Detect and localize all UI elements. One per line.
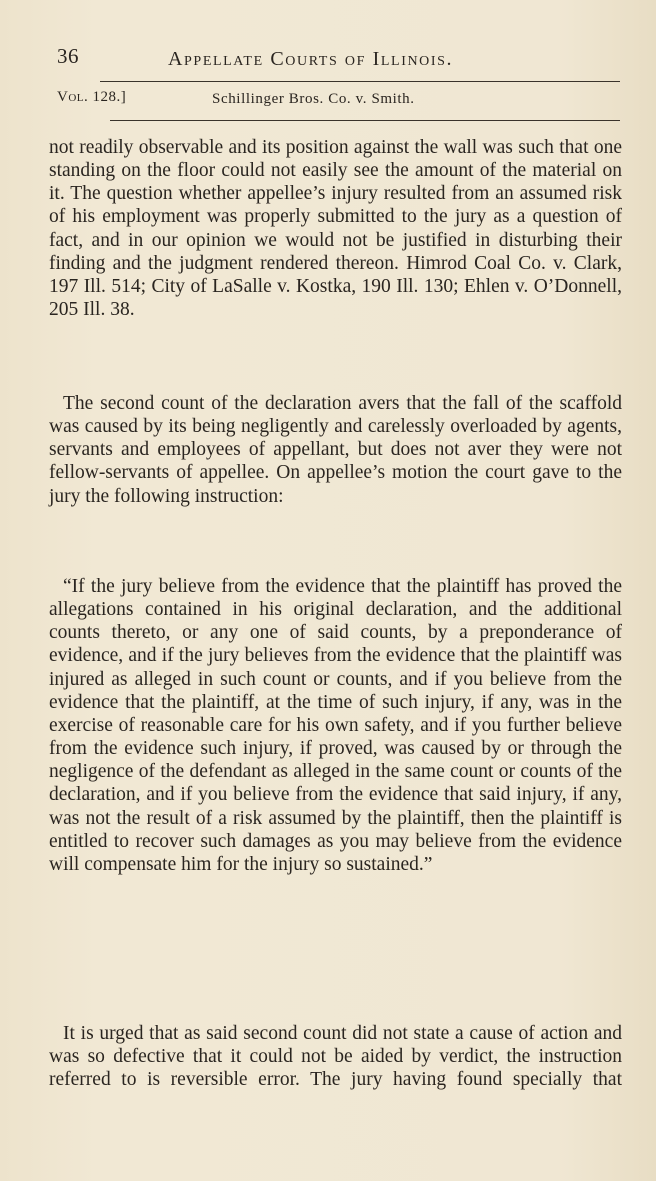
paragraph-text: not readily observable and its position against the wall was such that one standing on the floor could not easily see the amount of the material on it. The question whether appellee’s injury resulted from an assumed risk of his employment was properly submitted to the jury as a question of fact, and in our opinion we would not be justified in disturbing their finding and the judgment rendered thereon. Himrod Coal Co. v. Clark, 197 Ill. 514; City of LaSalle v. Kostka, 190 Ill. 130; Ehlen v. O’Donnell, 205 Ill. 38. [49, 137, 622, 321]
paragraph-text: “If the jury believe from the evidence that the plaintiff has proved the allegations contained in his original declaration, and the additional counts thereto, or any one of said counts, by a preponderance of evidence, and if the jury believes from the evidence that the plaintiff was injured as alleged in such count or counts, and if you believe from the evidence that the plaintiff, at the time of such injury, if any, was in the exercise of reasonable care for his own safety, and if you further believe from the evidence such injury, if proved, was caused by or through the negligence of the defendant as alleged in the same count or counts of the declaration, and if you believe from the evidence that said injury, if any, was not the result of a risk assumed by the plaintiff, then the plaintiff is entitled to recover such damages as you may believe from the evidence will compensate him for the injury so sustained.” [49, 576, 622, 875]
instruction-quote [49, 575, 622, 876]
running-head: Appellate Courts of Illinois. [168, 48, 454, 70]
body-paragraph-2 [49, 392, 622, 508]
header-rule-top [100, 81, 620, 82]
paragraph-text: The second count of the declaration avers that the fall of the scaffold was caused by its being negligently and carelessly overloaded by agents, servants and employees of appellant, but does not aver they were not fellow-servants of appellee. On appellee’s motion the court gave to the jury the following instruction: [49, 393, 622, 507]
paragraph-text: It is urged that as said second count did not state a cause of action and was so defective that it could not be aided by verdict, the instruction referred to is reversible error. The jury having found specially that [49, 1023, 622, 1091]
body-paragraph-4 [49, 1022, 622, 1091]
body-paragraph-1 [49, 136, 622, 321]
page-number: 36 [57, 44, 79, 68]
case-title: Schillinger Bros. Co. v. Smith. [212, 91, 415, 107]
volume-label: Vol. 128.] [57, 89, 127, 105]
header-rule-bottom [110, 120, 620, 121]
